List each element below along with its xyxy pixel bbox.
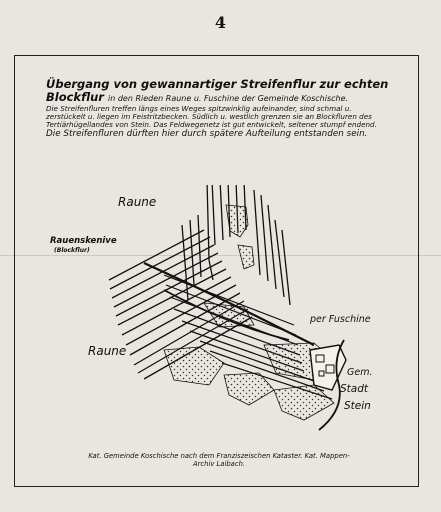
dotted-parcel — [274, 385, 334, 420]
page-number: 4 — [214, 13, 227, 32]
label-gem: Gem. — [347, 367, 373, 378]
caption-line-1: Kat. Gemeinde Koschische nach dem Franziszeischen Kataster. Kat. Mappen- — [88, 452, 350, 460]
description-text — [46, 78, 391, 140]
paragraph-2: Die Streifenfluren dürften hier durch spätere Aufteilung entstanden sein. — [46, 129, 368, 140]
paragraph-1: Die Streifenfluren treffen längs eines Weges spitzwinklig aufeinander, sind schmal u. zerstückelt u. liegen im Feistritzbecken. Südlich u. westlich grenzen sie an Blockfluren des Tertiärhügellandes von Stein. Das Feldwegenetz ist gut entwickelt, seltener stumpf endend. — [46, 104, 377, 130]
heading-main: Übergang von gewannartiger Streifenflur zur echten Blockflur — [46, 77, 389, 104]
label-raune-north: Raune — [118, 195, 157, 209]
heading-sub: in den Rieden Raune u. Fuschine der Gemeinde Koschische. — [108, 93, 349, 103]
label-per-fuschine: per Fuschine — [310, 314, 371, 325]
label-raune-south: Raune — [88, 344, 127, 358]
label-rauenskenive: Rauenskenive — [50, 236, 117, 246]
label-stadt: Stadt — [340, 383, 368, 395]
cadastral-map — [14, 185, 419, 450]
dotted-parcel — [238, 245, 254, 269]
source-caption — [44, 452, 394, 469]
label-stein: Stein — [344, 400, 371, 412]
label-blockflur: (Blockflur) — [54, 247, 90, 254]
heading — [46, 78, 391, 103]
caption-line-2: Archiv Laibach. — [192, 460, 246, 469]
